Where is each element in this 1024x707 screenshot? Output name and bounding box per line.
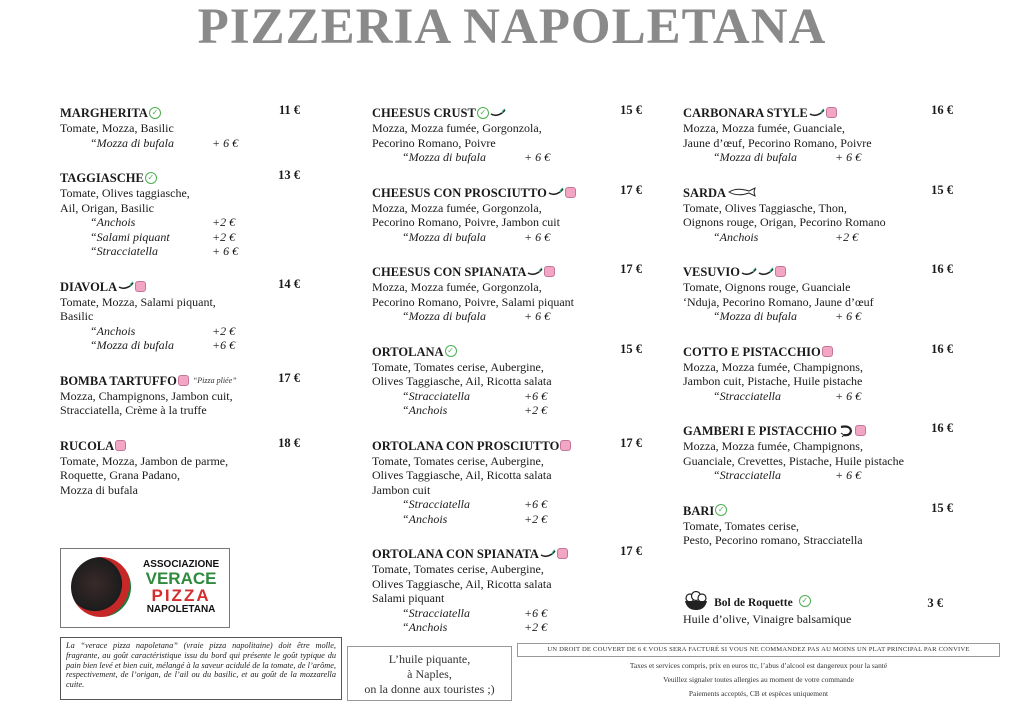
logo-line-verace: VERACE <box>145 569 217 588</box>
pizza-description: Mozza, Mozza fumée, Champignons, <box>683 439 863 453</box>
pizza-description: Oignons rouge, Origan, Pecorino Romano <box>683 215 886 229</box>
pizza-description: Olives Taggiasche, Ail, Ricotta salata <box>372 374 552 388</box>
option-name: “Stracciatella <box>90 244 158 258</box>
option-row <box>372 150 642 165</box>
info-taxes: Taxes et services compris, prix en euros ttc, l’abus d’alcool est dangereux pour la santé <box>629 661 888 670</box>
option-price: +2 € <box>524 511 548 526</box>
vegetarian-icon: ✓ <box>445 345 457 357</box>
pizza-price: 15 € <box>931 182 953 197</box>
option-row <box>60 244 300 259</box>
pork-icon <box>135 281 146 292</box>
huile-note <box>347 646 512 701</box>
pizza-name: CHEESUS CON PROSCIUTTO <box>372 185 547 200</box>
pizza-name: CHEESUS CRUST <box>372 106 476 120</box>
pork-icon <box>822 346 833 357</box>
option-price: +6 € <box>524 388 548 403</box>
vegetarian-icon: ✓ <box>145 172 157 184</box>
vegetarian-icon: ✓ <box>477 107 489 119</box>
menu-item <box>60 435 300 498</box>
pizza-name: SARDA <box>683 185 727 200</box>
option-row <box>60 215 300 230</box>
menu-item <box>60 276 300 353</box>
pizza-description: Tomate, Mozza, Jambon de parme, <box>60 453 229 468</box>
menu-column-1 <box>60 102 300 514</box>
option-price: +2 € <box>212 229 236 244</box>
bol-name: Bol de Roquette <box>714 596 793 609</box>
pork-icon <box>775 266 786 277</box>
option-price: +6 € <box>212 338 236 352</box>
menu-item <box>372 261 642 324</box>
option-price: + 6 € <box>835 150 862 164</box>
option-price: +6 € <box>524 605 548 620</box>
option-price: + 6 € <box>835 388 862 403</box>
huile-line-1: L’huile piquante, <box>388 652 471 666</box>
pork-icon <box>560 440 571 451</box>
pizza-price: 17 € <box>620 435 642 450</box>
option-name: “Mozza di bufala <box>402 309 487 323</box>
option-name: “Mozza di bufala <box>402 229 487 244</box>
pizza-price: 16 € <box>931 341 953 356</box>
menu-item <box>683 182 953 245</box>
logo-line-associazione: ASSOCIAZIONE <box>143 559 220 570</box>
option-row <box>372 389 642 404</box>
pizza-description: Jaune d’œuf, Pecorino Romano, Poivre <box>683 135 872 150</box>
chili-icon <box>741 267 757 277</box>
pizza-name: CARBONARA STYLE <box>683 106 808 120</box>
pork-icon <box>115 440 126 451</box>
pizza-name: VESUVIO <box>683 265 740 279</box>
pizza-price: 17 € <box>620 262 642 276</box>
info-payment: Paiements acceptés, CB et espèces uniquement <box>688 689 829 698</box>
pizza-price: 14 € <box>278 276 300 291</box>
chili-icon <box>540 549 556 559</box>
menu-item <box>683 261 953 324</box>
option-row <box>60 136 300 151</box>
bol-price: 3 € <box>927 596 943 610</box>
pizza-description: Mozza, Mozza fumée, Gorgonzola, <box>372 121 542 135</box>
option-name: “Anchois <box>402 511 448 526</box>
option-name: “Stracciatella <box>402 605 470 620</box>
option-row <box>372 230 642 245</box>
menu-item <box>372 435 642 527</box>
menu-item <box>60 167 300 259</box>
chili-icon <box>118 281 134 291</box>
huile-line-2: à Naples, <box>407 667 452 681</box>
pizza-description: Mozza, Mozza fumée, Gorgonzola, <box>372 280 542 294</box>
option-name: “Mozza di bufala <box>713 309 798 323</box>
menu-item <box>372 341 642 418</box>
shrimp-icon <box>838 425 854 437</box>
avpn-logo <box>60 548 230 628</box>
pizza-name: ORTOLANA <box>372 344 444 359</box>
pizza-description: Tomate, Mozza, Salami piquant, <box>60 294 216 309</box>
pizza-name: ORTOLANA CON PROSCIUTTO <box>372 438 560 453</box>
pizza-price: 15 € <box>620 103 642 117</box>
option-price: +2 € <box>212 323 236 338</box>
chili-icon <box>527 267 543 277</box>
option-price: + 6 € <box>835 309 862 323</box>
option-name: “Anchois <box>402 403 448 417</box>
menu-column-3 <box>683 102 953 565</box>
pizza-description: Tomate, Tomates cerise, <box>683 518 800 533</box>
pizza-price: 13 € <box>278 168 300 182</box>
pizza-description: Jambon cuit <box>372 482 431 497</box>
pizza-price: 17 € <box>278 370 300 385</box>
menu-item <box>372 543 642 635</box>
pizza-description: Mozza, Champignons, Jambon cuit, <box>60 388 233 403</box>
option-price: + 6 € <box>835 468 862 482</box>
chili-icon <box>809 108 825 118</box>
option-name: “Stracciatella <box>713 468 781 482</box>
option-name: “Stracciatella <box>713 388 781 403</box>
chili-icon <box>758 267 774 277</box>
vegetarian-icon: ✓ <box>799 595 811 607</box>
option-row <box>60 338 300 353</box>
option-name: “Salami piquant <box>90 229 170 244</box>
salad-bowl-icon <box>683 590 709 612</box>
pork-icon <box>544 266 555 277</box>
menu-item <box>372 182 642 245</box>
chili-icon <box>490 108 506 118</box>
option-name: “Mozza di bufala <box>402 150 487 164</box>
option-row <box>60 324 300 339</box>
pizza-description: Tomate, Tomates cerise, Aubergine, <box>372 359 544 374</box>
option-row <box>60 230 300 245</box>
option-row <box>683 309 953 324</box>
pizza-description: Tomate, Olives Taggiasche, Thon, <box>683 200 847 215</box>
pizza-price: 11 € <box>278 103 300 117</box>
pizza-name: TAGGIASCHE <box>60 171 144 185</box>
pizza-name: BOMBA TARTUFFO <box>60 373 177 388</box>
option-price: + 6 € <box>524 309 551 323</box>
option-row <box>372 309 642 324</box>
pizza-price: 16 € <box>931 421 953 435</box>
bol-roquette <box>683 590 943 627</box>
menu-item <box>60 102 300 150</box>
pizza-description: Tomate, Mozza, Basilic <box>60 121 174 135</box>
option-row <box>372 403 642 418</box>
avpn-description: La “verace pizza napoletana” (vraie pizza napolitaine) doit être molle, fragrante, au goût caractéristique issu du bord qui présente le goût typique du pain bien levé et bien cuit, mélangé à la saveur acidulé de la tomate, de l’arôme, respectivement, de l’origan, de l’ail ou du basilic, et au goût de la mozzarella cuite. <box>60 637 342 700</box>
menu-title: PIZZERIA NAPOLETANA <box>197 0 827 55</box>
couvert-notice: UN DROIT DE COUVERT DE 6 € VOUS SERA FACTURÉ SI VOUS NE COMMANDEZ PAS AU MOINS UN PLAT PRINCIPAL PAR CONVIVE <box>517 643 1000 657</box>
pizza-note: “Pizza pliée” <box>192 375 237 385</box>
option-row <box>372 497 642 512</box>
menu-item <box>683 420 953 483</box>
option-row <box>372 606 642 621</box>
pizza-description: Mozza, Mozza fumée, Guanciale, <box>683 121 845 135</box>
pizza-description: Jambon cuit, Pistache, Huile pistache <box>683 374 863 388</box>
option-price: +2 € <box>524 620 548 634</box>
option-name: “Anchois <box>402 620 448 634</box>
pizza-name: GAMBERI E PISTACCHIO <box>683 424 837 438</box>
pizza-name: RUCOLA <box>60 438 115 453</box>
pizza-name: CHEESUS CON SPIANATA <box>372 265 527 279</box>
option-row <box>372 512 642 527</box>
option-price: + 6 € <box>524 229 551 244</box>
option-price: +6 € <box>524 497 548 511</box>
option-name: “Anchois <box>90 323 136 338</box>
option-row <box>683 389 953 404</box>
menu-item <box>683 500 953 548</box>
option-price: + 6 € <box>212 135 239 150</box>
pizza-name: DIAVOLA <box>60 279 118 294</box>
pizza-name: MARGHERITA <box>60 106 148 120</box>
pork-icon <box>557 548 568 559</box>
option-price: + 6 € <box>524 150 551 164</box>
option-row <box>683 230 953 245</box>
menu-item <box>372 102 642 165</box>
info-allergies: Veuillez signaler toutes allergies au moment de votre commande <box>663 675 854 684</box>
menu-item <box>683 341 953 404</box>
pizza-name: ORTOLANA CON SPIANATA <box>372 547 539 561</box>
pizza-description: Tomate, Oignons rouge, Guanciale <box>683 280 851 294</box>
pizza-price: 16 € <box>931 262 953 276</box>
pizza-description: ‘Nduja, Pecorino Romano, Jaune d’œuf <box>683 294 874 309</box>
logo-line-napoletana: NAPOLETANA <box>146 604 216 615</box>
pizza-description: Basilic <box>60 309 94 323</box>
pizzaiolo-emblem-icon <box>71 557 131 617</box>
option-row <box>683 468 953 483</box>
pizza-price: 18 € <box>278 435 300 450</box>
pizza-description: Pecorino Romano, Poivre, Jambon cuit <box>372 215 560 229</box>
pizza-description: Roquette, Grana Padano, <box>60 468 180 482</box>
option-name: “Anchois <box>713 229 759 244</box>
option-price: +2 € <box>524 403 548 417</box>
option-name: “Stracciatella <box>402 497 470 511</box>
pizza-description: Olives Taggiasche, Ail, Ricotta salata <box>372 468 552 482</box>
huile-line-3: on la donne aux touristes ;) <box>364 682 495 696</box>
pizza-price: 15 € <box>620 341 642 356</box>
option-name: “Mozza di bufala <box>90 338 175 352</box>
chili-icon <box>548 187 564 197</box>
option-name: “Stracciatella <box>402 388 470 403</box>
option-price: +2 € <box>835 229 859 244</box>
pizza-description: Guanciale, Crevettes, Pistache, Huile pistache <box>683 453 904 468</box>
fish-icon <box>727 187 757 197</box>
option-price: +2 € <box>212 215 236 229</box>
pizza-name: COTTO E PISTACCHIO <box>683 344 821 359</box>
logo-line-pizza: PIZZA <box>151 586 211 605</box>
pizza-description: Pecorino Romano, Poivre <box>372 135 496 150</box>
pizza-description: Ail, Origan, Basilic <box>60 200 154 215</box>
pork-icon <box>826 107 837 118</box>
pork-icon <box>178 375 189 386</box>
pizza-price: 17 € <box>620 182 642 197</box>
option-row <box>683 150 953 165</box>
pizza-description: Mozza, Mozza fumée, Champignons, <box>683 359 863 374</box>
pizza-description: Stracciatella, Crème à la truffe <box>60 403 207 417</box>
pizza-description: Pecorino Romano, Poivre, Salami piquant <box>372 294 574 309</box>
pork-icon <box>565 187 576 198</box>
menu-column-2 <box>372 102 642 652</box>
pizza-description: Salami piquant <box>372 591 445 605</box>
pizza-description: Tomate, Tomates cerise, Aubergine, <box>372 562 544 576</box>
pizza-description: Tomate, Olives taggiasche, <box>60 186 190 200</box>
pizza-description: Pesto, Pecorino romano, Stracciatella <box>683 533 863 547</box>
option-price: + 6 € <box>212 244 239 258</box>
menu-item <box>683 102 953 165</box>
pizza-description: Olives Taggiasche, Ail, Ricotta salata <box>372 576 552 591</box>
menu-item <box>60 370 300 418</box>
pork-icon <box>855 425 866 436</box>
pizza-price: 16 € <box>931 103 953 117</box>
pizza-price: 17 € <box>620 544 642 558</box>
pizza-description: Mozza, Mozza fumée, Gorgonzola, <box>372 200 542 215</box>
option-name: “Mozza di bufala <box>713 150 798 164</box>
option-row <box>372 620 642 635</box>
option-name: “Anchois <box>90 215 136 229</box>
vegetarian-icon: ✓ <box>149 107 161 119</box>
vegetarian-icon: ✓ <box>715 504 727 516</box>
pizza-description: Mozza di bufala <box>60 482 138 497</box>
pizza-price: 15 € <box>931 500 953 515</box>
option-name: “Mozza di bufala <box>90 135 175 150</box>
bol-description: Huile d’olive, Vinaigre balsamique <box>683 612 852 626</box>
pizza-name: BARI <box>683 503 715 518</box>
pizza-description: Tomate, Tomates cerise, Aubergine, <box>372 453 544 468</box>
